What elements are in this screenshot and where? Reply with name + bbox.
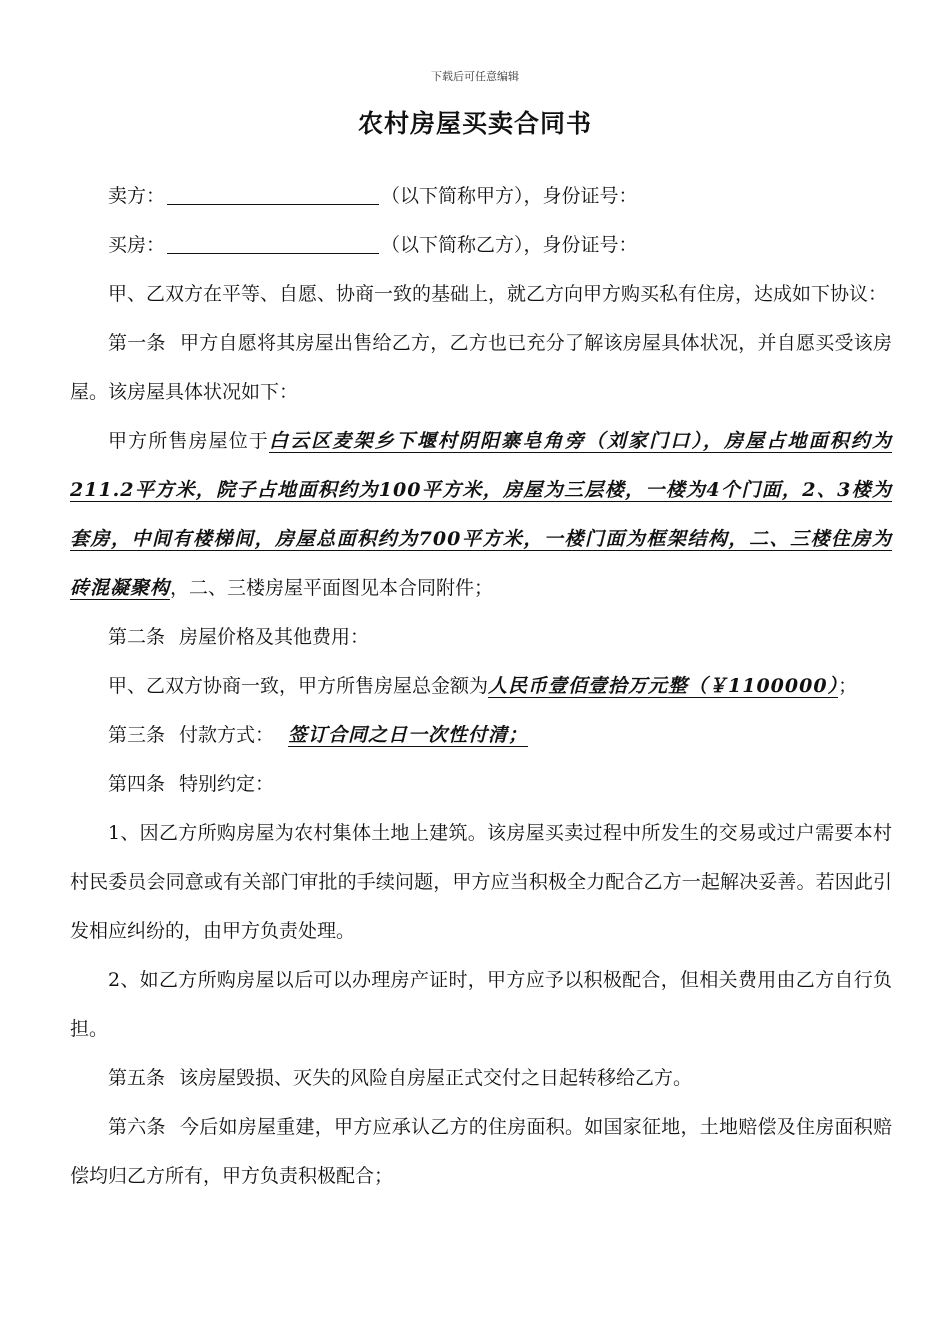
article-6-heading: 第六条: [108, 1116, 166, 1138]
article-4-heading: 第四条: [108, 773, 166, 795]
article-6: [70, 1103, 892, 1201]
location-paragraph: [70, 417, 892, 613]
price-suffix: ；: [838, 675, 858, 697]
payment-method-filled: 签订合同之日一次性付清；: [288, 724, 529, 746]
article-1-text: 甲方自愿将其房屋出售给乙方，乙方也已充分了解该房屋具体状况，并自愿买受该房屋。该房屋具体状况如下：: [70, 332, 892, 403]
article-6-text: 今后如房屋重建，甲方应承认乙方的住房面积。如国家征地，土地赔偿及住房面积赔偿均归乙方所有，甲方负责积极配合；: [70, 1116, 892, 1187]
buyer-suffix: （以下简称乙方），身份证号：: [381, 234, 638, 256]
article-1: [70, 319, 892, 417]
preamble: 甲、乙双方在平等、自愿、协商一致的基础上，就乙方向甲方购买私有住房，达成如下协议：: [108, 283, 888, 305]
price-filled-text: 人民币壹佰壹拾万元整（￥1100000）: [488, 675, 839, 697]
contract-body: [70, 172, 892, 1201]
location-filled-text: 白云区麦架乡下堰村阴阳寨皂角旁（刘家门口），房屋占地面积约为211.2平方米，院子占地面积约为100平方米，房屋为三层楼，一楼为4个门面，2、3楼为套房，中间有楼梯间，房屋总面积约为700平方米，一楼门面为框架结构，二、三楼住房为砖混凝聚构: [70, 430, 892, 599]
seller-label: 卖方：: [108, 185, 166, 207]
location-prefix: 甲方所售房屋位于: [108, 430, 269, 452]
price-prefix: 甲、乙双方协商一致，甲方所售房屋总金额为: [108, 675, 489, 697]
buyer-line: [70, 221, 892, 270]
article-4-text: 特别约定：: [179, 773, 275, 795]
price-paragraph: [70, 662, 892, 711]
article-5-heading: 第五条: [108, 1067, 166, 1089]
article-3: [70, 711, 892, 760]
location-suffix: ，二、三楼房屋平面图见本合同附件；: [170, 577, 494, 599]
article-2: [70, 613, 892, 662]
article-2-heading: 第二条: [108, 626, 166, 648]
article-5-text: 该房屋毁损、灭失的风险自房屋正式交付之日起转移给乙方。: [179, 1067, 693, 1089]
buyer-name-blank[interactable]: [167, 231, 379, 254]
document-title: 农村房屋买卖合同书: [357, 109, 592, 138]
article-2-text: 房屋价格及其他费用：: [179, 626, 370, 648]
article-4: [70, 760, 892, 809]
seller-line: [70, 172, 892, 221]
article-5: [70, 1054, 892, 1103]
article-3-text: 付款方式：: [179, 724, 275, 746]
header-note: 下载后可任意编辑: [431, 70, 519, 83]
article-1-heading: 第一条: [108, 332, 166, 354]
article-3-heading: 第三条: [108, 724, 166, 746]
clause-2: 2、如乙方所购房屋以后可以办理房产证时，甲方应予以积极配合，但相关费用由乙方自行负担。: [70, 969, 892, 1040]
seller-suffix: （以下简称甲方），身份证号：: [381, 185, 638, 207]
seller-name-blank[interactable]: [167, 182, 379, 205]
clause-1: 1、因乙方所购房屋为农村集体土地上建筑。该房屋买卖过程中所发生的交易或过户需要本村村民委员会同意或有关部门审批的手续问题，甲方应当积极全力配合乙方一起解决妥善。若因此引发相应纠纷的，由甲方负责处理。: [70, 822, 892, 942]
buyer-label: 买房：: [108, 234, 166, 256]
